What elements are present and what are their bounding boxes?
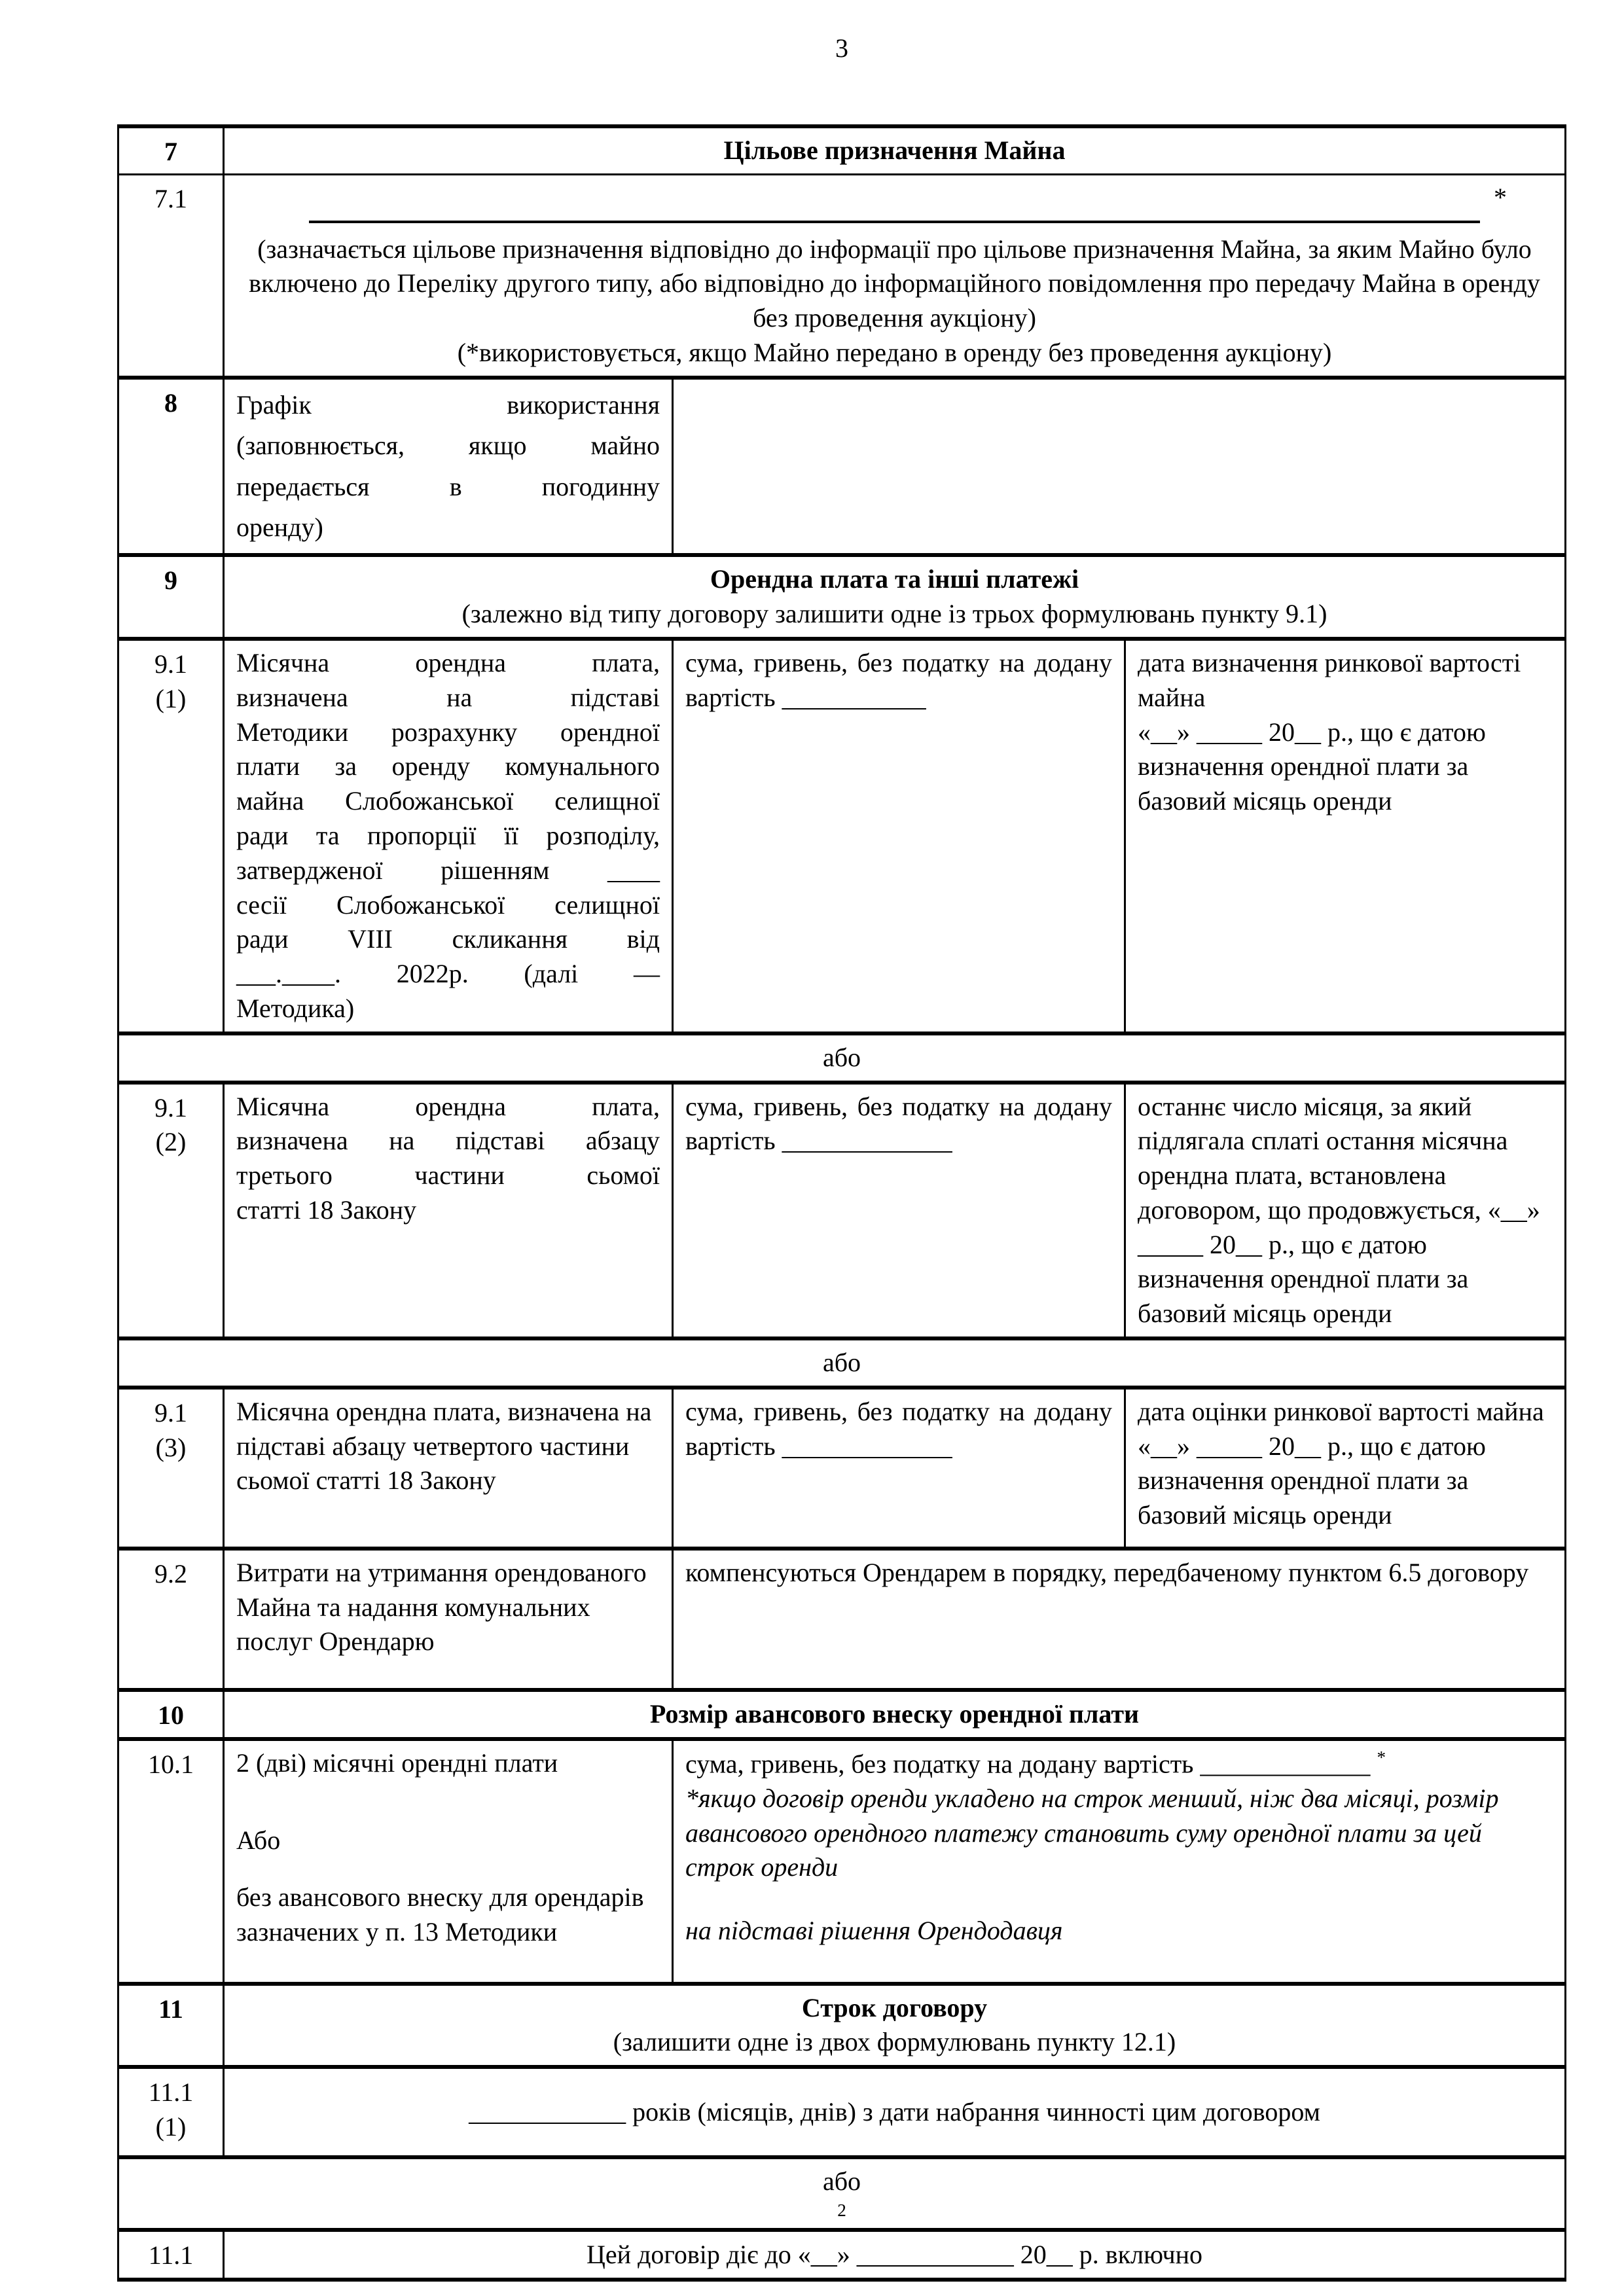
advance-footnote: *якщо договір оренди укладено на строк менший, ніж два місяці, розмір авансового орендного платежу становить суму орендної плати за цей строк оренди bbox=[685, 1783, 1499, 1882]
cell-empty bbox=[672, 380, 1564, 554]
table-row-11 bbox=[119, 1982, 1564, 2066]
page-number: 3 bbox=[835, 33, 848, 63]
section-title-rent bbox=[223, 557, 1564, 637]
row-number-main: 9.1 bbox=[154, 1397, 187, 1427]
table-row-9-2 bbox=[119, 1547, 1564, 1688]
table-row-or-3 bbox=[119, 2155, 1564, 2228]
paragraph: без авансового внеску для орендарів зазначених у п. 13 Методики bbox=[236, 1882, 644, 1947]
paragraph: дата оцінки ринкової вартості майна bbox=[1138, 1396, 1544, 1426]
or-separator: або bbox=[822, 1042, 861, 1072]
text-line: плати за оренду комунального bbox=[236, 751, 660, 781]
text-line: ___.____. 2022р. (далі — bbox=[236, 959, 660, 989]
text-line: ради та пропорції її розподілу, bbox=[236, 820, 660, 850]
row-number bbox=[119, 2069, 223, 2155]
footnote-ref: 2 bbox=[837, 2200, 846, 2221]
text-line: третього частини сьомої bbox=[236, 1160, 660, 1191]
table-row-9 bbox=[119, 553, 1564, 637]
lessor-decision-note: на підставі рішення Орендодавця bbox=[685, 1916, 1063, 1946]
purpose-footnote: (*використовується, якщо Майно передано в оренду без проведення аукціону) bbox=[457, 337, 1332, 367]
section-title-property-purpose: Цільове призначення Майна bbox=[223, 128, 1564, 173]
row-number-sub: (1) bbox=[155, 2112, 187, 2142]
cell-purpose-blank bbox=[223, 175, 1564, 376]
row-number bbox=[119, 1390, 223, 1547]
text-line: передається в погодинну bbox=[236, 471, 660, 501]
row-number: 10.1 bbox=[148, 1749, 194, 1779]
cell-sum-without-vat: сума, гривень, без податку на додану вартість _____________ bbox=[672, 1085, 1124, 1337]
cell-usage-schedule bbox=[223, 380, 672, 554]
row-number bbox=[119, 1085, 223, 1337]
table-row-9-1-3 bbox=[119, 1386, 1564, 1547]
cell-term-valid-until: Цей договір діє до «__» ____________ 20__ р. включно bbox=[223, 2232, 1564, 2278]
text-line: ради VIII скликання від bbox=[236, 924, 660, 954]
cell-monthly-rent-law-par3 bbox=[223, 1085, 672, 1337]
row-number-sub: (3) bbox=[155, 1432, 187, 1462]
row-number bbox=[119, 641, 223, 1031]
or-separator: або bbox=[822, 1348, 861, 1378]
cell-monthly-rent-methodology bbox=[223, 641, 672, 1031]
table-row-7 bbox=[119, 128, 1564, 173]
text-line: оренду) bbox=[236, 512, 323, 542]
table-row-11-1-1 bbox=[119, 2065, 1564, 2155]
row-number: 9.2 bbox=[154, 1558, 187, 1588]
text-line: статті 18 Закону bbox=[236, 1194, 417, 1225]
term-instruction: (залишити одне із двох формулювань пункту 12.1) bbox=[613, 2027, 1176, 2057]
cell-compensation: компенсуються Орендарем в порядку, передбаченому пунктом 6.5 договору bbox=[672, 1551, 1564, 1688]
cell-advance-sum bbox=[672, 1741, 1564, 1982]
row-number: 7.1 bbox=[154, 183, 187, 213]
paragraph: дата визначення ринкової вартості майна bbox=[1138, 647, 1521, 712]
text-line: визначена на підставі абзацу bbox=[236, 1126, 660, 1156]
cell-market-value-date bbox=[1124, 641, 1564, 1031]
row-number: 7 bbox=[164, 137, 177, 166]
text-line: Місячна орендна плата, bbox=[236, 647, 660, 677]
sum-text: сума, гривень, без податку на додану вартість _____________ bbox=[685, 1749, 1371, 1778]
row-number: 8 bbox=[164, 387, 177, 418]
row-number-sub: (1) bbox=[155, 683, 187, 713]
sum-line bbox=[685, 1746, 1553, 1782]
table-row-or-2 bbox=[119, 1336, 1564, 1386]
paragraph: 2 (дві) місячні орендні плати bbox=[236, 1748, 558, 1778]
table-row-9-1-1 bbox=[119, 637, 1564, 1031]
table-row-7-1 bbox=[119, 173, 1564, 376]
row-number-main: 9.1 bbox=[154, 649, 187, 679]
row-number-main: 11.1 bbox=[148, 2077, 194, 2108]
text-line: Місячна орендна плата, bbox=[236, 1091, 660, 1121]
text-line: затвердженої рішенням ____ bbox=[236, 855, 660, 885]
cell-last-month-date: останнє число місяця, за який підлягала сплаті остання місячна орендна плата, встановлена договором, що продовжується, «__» _____ 20__ р., що є датою визначення орендної плати за базовий місяць оренди bbox=[1124, 1085, 1564, 1337]
table-row-11-1 bbox=[119, 2228, 1564, 2278]
row-number: 9 bbox=[164, 565, 177, 596]
rent-title: Орендна плата та інші платежі bbox=[710, 564, 1079, 594]
row-number-main: 9.1 bbox=[154, 1092, 187, 1122]
cell-valuation-date bbox=[1124, 1390, 1564, 1547]
paragraph: «__» _____ 20__ р., що є датою визначення орендної плати за базовий місяць оренди bbox=[1138, 1431, 1486, 1530]
blank-line bbox=[309, 215, 1481, 223]
row-number: 10 bbox=[158, 1700, 184, 1730]
contract-table bbox=[117, 124, 1566, 2282]
or-word: або bbox=[822, 2166, 861, 2197]
text-line: Методика) bbox=[236, 993, 355, 1023]
cell-sum-without-vat: сума, гривень, без податку на додану вартість _____________ bbox=[672, 1390, 1124, 1547]
cell-monthly-rent-law-par4: Місячна орендна плата, визначена на підставі абзацу четвертого частини сьомої статті 18 Закону bbox=[223, 1390, 672, 1547]
table-row-9-1-2 bbox=[119, 1081, 1564, 1337]
table-row-10-1 bbox=[119, 1737, 1564, 1982]
text-line: майна Слобожанської селищної bbox=[236, 786, 660, 816]
text-line: Методики розрахунку орендної bbox=[236, 717, 660, 747]
purpose-note: (зазначається цільове призначення відповідно до інформації про цільове призначення Майна, за яким Майно було включено до Переліку другого типу, або відповідно до інформаційного повідомлення про передачу Майна в оренду без проведення аукціону) bbox=[249, 234, 1540, 333]
table-row-or-1 bbox=[119, 1031, 1564, 1081]
asterisk-marker: * bbox=[1494, 182, 1507, 212]
text-line: (заповнюється, якщо майно bbox=[236, 431, 660, 461]
row-number: 11.1 bbox=[148, 2240, 194, 2270]
row-number: 11 bbox=[158, 1994, 183, 2024]
paragraph: «__» _____ 20__ р., що є датою визначення орендної плати за базовий місяць оренди bbox=[1138, 717, 1486, 816]
section-title-advance-payment: Розмір авансового внеску орендної плати bbox=[223, 1692, 1564, 1737]
table-row-10 bbox=[119, 1688, 1564, 1737]
text-line: Графік використання bbox=[236, 389, 660, 420]
row-number-sub: (2) bbox=[155, 1127, 187, 1157]
term-title: Строк договору bbox=[801, 1992, 988, 2022]
rent-instruction: (залежно від типу договору залишити одне із трьох формулювань пункту 9.1) bbox=[461, 599, 1327, 629]
text-line: визначена на підставі bbox=[236, 682, 660, 712]
text-line: сесії Слобожанської селищної bbox=[236, 889, 660, 920]
asterisk-marker: * bbox=[1377, 1747, 1386, 1767]
or-separator-footnoted bbox=[119, 2159, 1564, 2228]
section-title-contract-term bbox=[223, 1986, 1564, 2066]
cell-advance-options bbox=[223, 1741, 672, 1982]
cell-sum-without-vat: сума, гривень, без податку на додану вартість ___________ bbox=[672, 641, 1124, 1031]
or-word: Або bbox=[236, 1825, 281, 1856]
cell-maintenance-costs: Витрати на утримання орендованого Майна та надання комунальних послуг Орендарю bbox=[223, 1551, 672, 1688]
table-row-8 bbox=[119, 376, 1564, 554]
cell-term-years: ____________ років (місяців, днів) з дати набрання чинності цим договором bbox=[223, 2069, 1564, 2155]
